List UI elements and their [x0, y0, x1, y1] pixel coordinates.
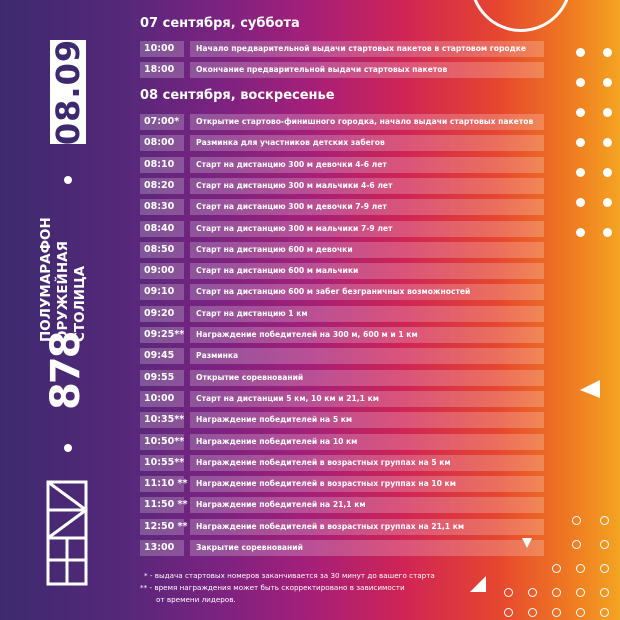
- decor-dot: [576, 228, 585, 237]
- schedule-time: 11:10 **: [140, 476, 184, 492]
- schedule-description: Закрытие соревнований: [190, 540, 544, 556]
- decor-circle: [528, 588, 537, 597]
- decor-dot: [603, 48, 612, 57]
- triangle-icon-3: [520, 536, 534, 550]
- schedule-time: 08:40: [140, 221, 184, 237]
- decor-circle: [576, 608, 585, 617]
- decor-circle: [552, 564, 561, 573]
- schedule-row: [140, 221, 544, 237]
- decor-circle: [572, 516, 581, 525]
- schedule-row: [140, 41, 544, 57]
- schedule-description: Открытие соревнований: [190, 370, 544, 386]
- decor-dot: [603, 168, 612, 177]
- city-logo-icon: [46, 480, 88, 586]
- ring-decoration: [470, 0, 572, 32]
- schedule-time: 11:50 **: [140, 497, 184, 513]
- decor-circle: [528, 608, 537, 617]
- schedule-row: [140, 540, 544, 556]
- schedule-time: 07:00*: [140, 114, 184, 130]
- decor-dot: [603, 78, 612, 87]
- decor-circle: [600, 608, 609, 617]
- footnote-3: от времени лидеров.: [156, 595, 236, 604]
- schedule-description: Старт на дистанцию 300 м мальчики 4-6 лет: [190, 178, 544, 194]
- schedule-description: Старт на дистанции 5 км, 10 км и 21,1 км: [190, 391, 544, 407]
- triangle-icon: [578, 378, 602, 402]
- schedule-time: 12:50 **: [140, 519, 184, 535]
- schedule-description: Старт на дистанцию 300 м девочки 4-6 лет: [190, 157, 544, 173]
- day2-title: 08 сентября, воскресенье: [140, 88, 335, 103]
- schedule-time: 08:20: [140, 178, 184, 194]
- schedule-description: Награждение победителей на 300 м, 600 м и 1 км: [190, 327, 544, 343]
- schedule-time: 09:25**: [140, 327, 184, 343]
- decor-circle: [552, 588, 561, 597]
- schedule-time: 09:20: [140, 306, 184, 322]
- schedule-description: Разминка: [190, 348, 544, 364]
- decor-dot: [603, 198, 612, 207]
- schedule-time: 10:00: [140, 41, 184, 57]
- decor-dot: [603, 108, 612, 117]
- schedule-row: [140, 178, 544, 194]
- schedule-row: [140, 242, 544, 258]
- schedule-description: Старт на дистанцию 1 км: [190, 306, 544, 322]
- decor-dot: [576, 168, 585, 177]
- schedule-description: Старт на дистанцию 600 м девочки: [190, 242, 544, 258]
- schedule-row: [140, 199, 544, 215]
- decor-dot: [576, 78, 585, 87]
- schedule-description: Награждение победителей на 5 км: [190, 412, 544, 428]
- schedule-row: [140, 370, 544, 386]
- decor-dot: [576, 108, 585, 117]
- schedule-row: [140, 62, 544, 78]
- schedule-description: Награждение победителей на 10 км: [190, 434, 544, 450]
- schedule-description: Награждение победителей на 21,1 км: [190, 497, 544, 513]
- event-name: [38, 212, 98, 342]
- decor-circle: [600, 516, 609, 525]
- schedule-time: 09:00: [140, 263, 184, 279]
- decor-circle: [576, 564, 585, 573]
- schedule-time: 10:50**: [140, 434, 184, 450]
- decor-circle: [552, 608, 561, 617]
- decor-circle: [600, 540, 609, 549]
- schedule-description: Старт на дистанцию 300 м мальчики 7-9 лет: [190, 221, 544, 237]
- schedule-row: [140, 327, 544, 343]
- schedule-row: [140, 348, 544, 364]
- decor-dot: [603, 228, 612, 237]
- logo-878-text: 878: [43, 332, 89, 410]
- decor-circle: [600, 564, 609, 573]
- schedule-description: Старт на дистанцию 600 м забег безграничных возможностей: [190, 284, 544, 300]
- schedule-time: 08:00: [140, 135, 184, 151]
- schedule-row: [140, 157, 544, 173]
- schedule-row: [140, 284, 544, 300]
- schedule-time: 08:10: [140, 157, 184, 173]
- day1-title: 07 сентября, суббота: [140, 16, 300, 31]
- schedule-time: 08:50: [140, 242, 184, 258]
- date-badge: [50, 40, 86, 144]
- schedule-row: [140, 114, 544, 130]
- schedule-row: [140, 412, 544, 428]
- event-name-line-3: СТОЛИЦА: [72, 265, 88, 342]
- schedule-description: Награждение победителей в возрастных группах на 21,1 км: [190, 519, 544, 535]
- schedule-description: Окончание предварительной выдачи стартовых пакетов: [190, 62, 544, 78]
- decor-dot: [603, 138, 612, 147]
- schedule-description: Открытие стартово-финишного городка, начало выдачи стартовых пакетов: [190, 114, 544, 130]
- logo-878: [43, 332, 89, 410]
- schedule-description: Старт на дистанцию 300 м девочки 7-9 лет: [190, 199, 544, 215]
- decor-circle: [572, 540, 581, 549]
- footnote-2: ** - время награждения может быть скорректировано в зависимости: [140, 583, 405, 592]
- schedule-row: [140, 497, 544, 513]
- schedule-description: Начало предварительной выдачи стартовых пакетов в стартовом городке: [190, 41, 544, 57]
- decor-dot: [576, 138, 585, 147]
- date-text: 08.09: [49, 38, 87, 146]
- decor-dot: [576, 48, 585, 57]
- decor-circle: [600, 588, 609, 597]
- triangle-icon-2: [468, 574, 488, 594]
- schedule-row: [140, 306, 544, 322]
- schedule-time: 09:10: [140, 284, 184, 300]
- decor-circle: [576, 588, 585, 597]
- decor-dot: [576, 198, 585, 207]
- schedule-row: [140, 476, 544, 492]
- decor-circle: [504, 588, 513, 597]
- schedule-row: [140, 434, 544, 450]
- schedule-row: [140, 519, 544, 535]
- schedule-time: 08:30: [140, 199, 184, 215]
- schedule-time: 13:00: [140, 540, 184, 556]
- schedule-row: [140, 391, 544, 407]
- schedule-description: Разминка для участников детских забегов: [190, 135, 544, 151]
- schedule-row: [140, 135, 544, 151]
- event-name-line-1: ПОЛУМАРАФОН: [38, 217, 54, 342]
- separator-dot: [64, 176, 72, 184]
- schedule-row: [140, 263, 544, 279]
- event-name-line-2: ОРУЖЕЙНАЯ: [55, 241, 71, 342]
- schedule-row: [140, 455, 544, 471]
- schedule-time: 10:35**: [140, 412, 184, 428]
- separator-dot-2: [64, 444, 72, 452]
- footnote-1: * - выдача стартовых номеров заканчивается за 30 минут до вашего старта: [144, 571, 435, 580]
- decor-circle: [504, 608, 513, 617]
- schedule-description: Награждение победителей в возрастных группах на 5 км: [190, 455, 544, 471]
- schedule-description: Старт на дистанцию 600 м мальчики: [190, 263, 544, 279]
- schedule-time: 09:45: [140, 348, 184, 364]
- schedule-description: Награждение победителей в возрастных группах на 10 км: [190, 476, 544, 492]
- schedule-time: 10:00: [140, 391, 184, 407]
- schedule-time: 18:00: [140, 62, 184, 78]
- schedule-time: 10:55**: [140, 455, 184, 471]
- schedule-time: 09:55: [140, 370, 184, 386]
